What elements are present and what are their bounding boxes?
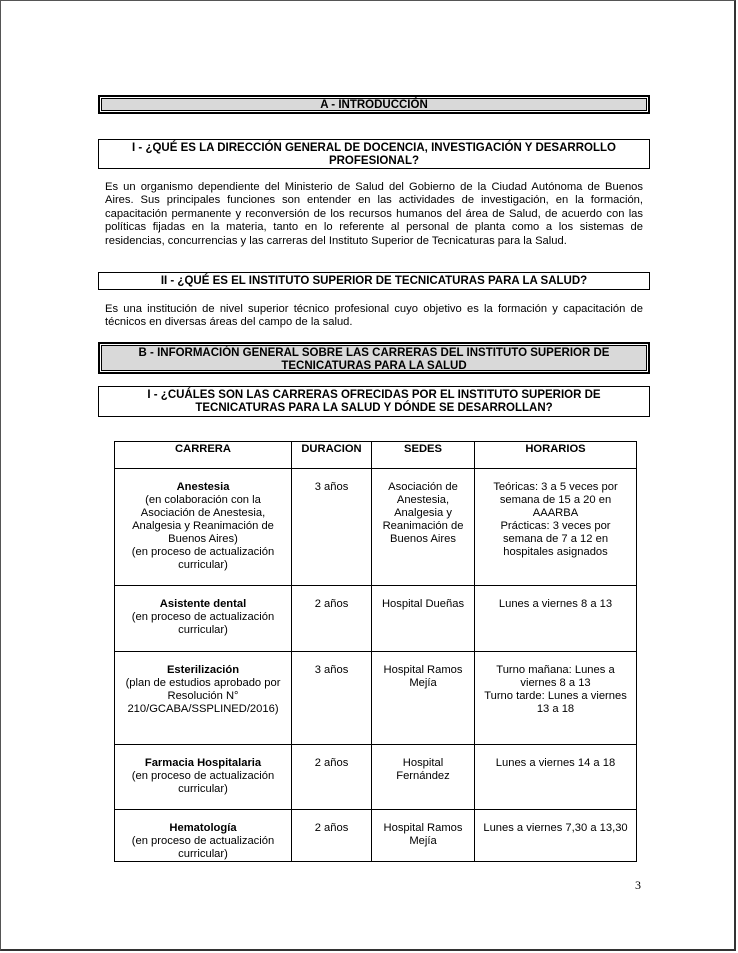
cell-line: 2 años — [314, 598, 349, 610]
cell-line: 3 años — [314, 664, 349, 676]
header-sedes: SEDES — [372, 442, 475, 469]
table-row — [115, 652, 637, 745]
cell-line: Resolución N° — [167, 690, 239, 702]
sede-cell — [372, 810, 475, 862]
cell-line: 13 a 18 — [536, 703, 575, 715]
section-a-title: A - INTRODUCCIÓN — [320, 99, 428, 111]
cell-line: (en proceso de actualización — [131, 835, 275, 847]
cell-line: Mejía — [409, 677, 437, 689]
section-b-line-2: TECNICATURAS PARA LA SALUD — [281, 360, 467, 372]
career-name: Anestesia — [176, 481, 230, 493]
question-1-heading — [98, 139, 650, 169]
cell-line: Hospital Ramos — [383, 822, 463, 834]
cell-line: curricular) — [178, 783, 228, 795]
cell-line: 210/GCABA/SSPLINED/2016) — [127, 703, 279, 715]
cell-line: Asociación de Anestesia, — [140, 507, 266, 519]
cell-line: Turno mañana: Lunes a — [496, 664, 615, 676]
table-header-row — [115, 442, 637, 469]
horario-cell — [475, 586, 637, 652]
cell-line: Lunes a viernes 14 a 18 — [495, 757, 616, 769]
career-cell — [115, 652, 292, 745]
horario-cell — [475, 469, 637, 586]
question-2-heading — [98, 272, 650, 290]
cell-line: Prácticas: 3 veces por — [500, 520, 611, 532]
section-a-heading — [98, 95, 650, 114]
cell-line: Lunes a viernes 8 a 13 — [498, 598, 613, 610]
duration-cell — [292, 586, 372, 652]
section-b-line-1: B - INFORMACIÓN GENERAL SOBRE LAS CARRERAS DEL INSTITUTO SUPERIOR DE — [138, 347, 610, 359]
cell-line: hospitales asignados — [503, 546, 608, 558]
sede-cell — [372, 652, 475, 745]
cell-line: Analgesia y — [394, 507, 452, 519]
page-number: 3 — [635, 878, 641, 892]
horario-cell — [475, 745, 637, 810]
question-2-answer: Es una institución de nivel superior técnico profesional cuyo objetivo es la formación y capacitación de técnicos en diversas áreas del campo de la salud. — [105, 303, 643, 329]
career-cell — [115, 586, 292, 652]
table-row — [115, 745, 637, 810]
cell-line: 2 años — [314, 822, 349, 834]
cell-line: Hospital Dueñas — [381, 598, 465, 610]
cell-line: Anestesia, — [396, 494, 450, 506]
table-row — [115, 810, 637, 862]
cell-line: Analgesia y Reanimación de — [132, 520, 274, 532]
cell-line: Buenos Aires — [390, 533, 456, 545]
table-row — [115, 469, 637, 586]
cell-line: Lunes a viernes 7,30 a 13,30 — [483, 822, 628, 834]
cell-line: Teóricas: 3 a 5 veces por — [493, 481, 618, 493]
question-1-line-2: PROFESIONAL? — [328, 155, 420, 167]
careers-table — [114, 441, 637, 862]
question-2-title: II - ¿QUÉ ES EL INSTITUTO SUPERIOR DE TECNICATURAS PARA LA SALUD? — [160, 275, 588, 287]
cell-line: AAARBA — [532, 507, 579, 519]
career-name: Asistente dental — [159, 598, 247, 610]
career-name: Farmacia Hospitalaria — [144, 757, 262, 769]
cell-line: viernes 8 a 13 — [520, 677, 591, 689]
career-cell — [115, 745, 292, 810]
cell-line: Buenos Aires) — [168, 533, 238, 545]
table-row — [115, 586, 637, 652]
sede-cell — [372, 469, 475, 586]
header-carrera: CARRERA — [115, 442, 292, 469]
cell-line: Asociación de — [388, 481, 458, 493]
duration-cell — [292, 745, 372, 810]
cell-line: (plan de estudios aprobado por — [125, 677, 281, 689]
career-name: Hematología — [169, 822, 237, 834]
cell-line: (en proceso de actualización — [131, 770, 275, 782]
cell-line: Turno tarde: Lunes a viernes — [484, 690, 627, 702]
cell-line: Reanimación de — [382, 520, 464, 532]
cell-line: Fernández — [396, 770, 450, 782]
career-name: Esterilización — [166, 664, 240, 676]
cell-line: (en proceso de actualización — [131, 611, 275, 623]
cell-line: curricular) — [178, 848, 228, 860]
career-cell — [115, 810, 292, 862]
cell-line: (en colaboración con la — [145, 494, 261, 506]
sede-cell — [372, 745, 475, 810]
header-horarios: HORARIOS — [475, 442, 637, 469]
cell-line: Mejía — [409, 835, 437, 847]
cell-line: Hospital — [402, 757, 444, 769]
duration-cell — [292, 652, 372, 745]
header-duracion: DURACION — [292, 442, 372, 469]
horario-cell — [475, 652, 637, 745]
cell-line: 3 años — [314, 481, 349, 493]
horario-cell — [475, 810, 637, 862]
cell-line: Hospital Ramos — [383, 664, 463, 676]
question-3-heading — [98, 386, 650, 417]
career-cell — [115, 469, 292, 586]
cell-line: 2 años — [314, 757, 349, 769]
question-3-line-2: TECNICATURAS PARA LA SALUD Y DÓNDE SE DESARROLLAN? — [195, 402, 553, 414]
duration-cell — [292, 810, 372, 862]
duration-cell — [292, 469, 372, 586]
question-3-line-1: I - ¿CUÁLES SON LAS CARRERAS OFRECIDAS POR EL INSTITUTO SUPERIOR DE — [147, 389, 601, 401]
sede-cell — [372, 586, 475, 652]
cell-line: semana de 15 a 20 en — [499, 494, 612, 506]
section-b-heading — [98, 342, 650, 374]
cell-line: (en proceso de actualización — [131, 546, 275, 558]
question-1-line-1: I - ¿QUÉ ES LA DIRECCIÓN GENERAL DE DOCENCIA, INVESTIGACIÓN Y DESARROLLO — [132, 142, 616, 154]
cell-line: semana de 7 a 12 en — [502, 533, 609, 545]
question-1-answer: Es un organismo dependiente del Ministerio de Salud del Gobierno de la Ciudad Autónoma de Buenos Aires. Sus principales funciones son entender en las actividades de investigación, en la formación, capacitación permanente y reconversión de los recursos humanos del área de Salud, de acuerdo con las políticas fijadas en la materia, tanto en lo referente al personal de planta como a los sistemas de residencias, concurrencias y las carreras del Instituto Superior de Tecnicaturas para la Salud. — [105, 181, 643, 247]
cell-line: curricular) — [178, 624, 228, 636]
cell-line: curricular) — [178, 559, 228, 571]
